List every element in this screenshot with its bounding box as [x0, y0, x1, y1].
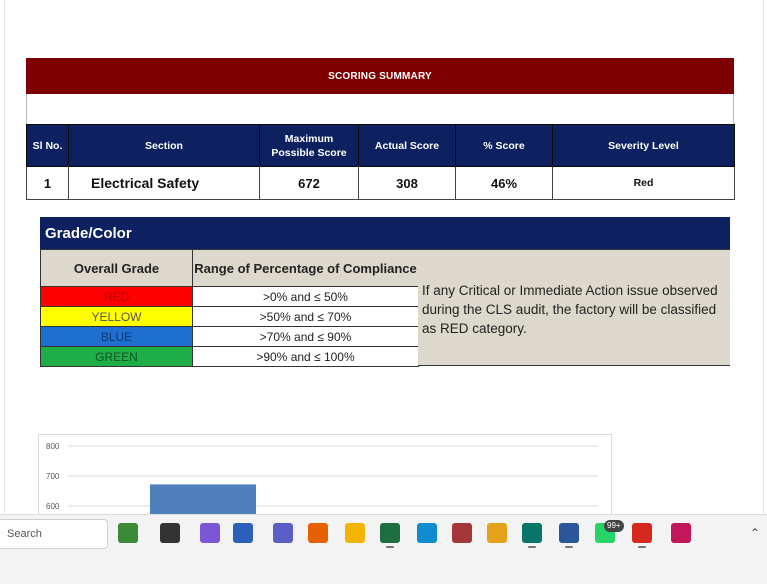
cell-severity: Red — [553, 167, 735, 200]
grade-row-red — [41, 287, 419, 307]
bar-max-score — [150, 484, 256, 514]
cell-actual-score: 308 — [359, 167, 456, 200]
excel-icon[interactable] — [380, 523, 400, 543]
col-actual-score: Actual Score — [359, 125, 456, 167]
col-max-score: Maximum Possible Score — [260, 125, 359, 167]
file-explorer-icon[interactable] — [345, 523, 365, 543]
grade-red: RED — [41, 287, 193, 307]
task-view-icon[interactable] — [160, 523, 180, 543]
grade-blue: BLUE — [41, 327, 193, 347]
teams-icon[interactable] — [273, 523, 293, 543]
cell-pct-score: 46% — [456, 167, 553, 200]
range-yellow: >50% and ≤ 70% — [193, 307, 419, 327]
chevron-up-icon[interactable]: ⌃ — [750, 526, 761, 540]
grade-row-blue — [41, 327, 419, 347]
col-severity: Severity Level — [553, 125, 735, 167]
access-icon[interactable] — [452, 523, 472, 543]
publisher-icon[interactable] — [522, 523, 542, 543]
summary-spacer-row — [26, 94, 734, 124]
y-tick-label: 800 — [46, 442, 60, 451]
grade-note: If any Critical or Immediate Action issue observed during the CLS audit, the factory will be classified as RED category. — [418, 249, 730, 366]
grade-green: GREEN — [41, 347, 193, 367]
col-range: Range of Percentage of Compliance — [193, 250, 419, 287]
taskbar-search[interactable] — [0, 519, 108, 549]
table-row — [27, 167, 735, 200]
acrobat-icon[interactable] — [632, 523, 652, 543]
running-indicator — [638, 546, 646, 548]
firefox-icon[interactable] — [308, 523, 328, 543]
summary-header-row — [27, 125, 735, 167]
grade-color-table — [40, 249, 419, 367]
y-tick-label: 600 — [46, 502, 60, 511]
chrome-icon[interactable] — [487, 523, 507, 543]
running-indicator — [565, 546, 573, 548]
cell-max-score: 672 — [260, 167, 359, 200]
running-indicator — [528, 546, 536, 548]
range-green: >90% and ≤ 100% — [193, 347, 419, 367]
grade-row-yellow — [41, 307, 419, 327]
edge-icon[interactable] — [417, 523, 437, 543]
y-tick-label: 700 — [46, 472, 60, 481]
col-pct-score: % Score — [456, 125, 553, 167]
widgets-icon[interactable] — [118, 523, 138, 543]
word-icon[interactable] — [559, 523, 579, 543]
notification-badge: 99+ — [604, 520, 624, 532]
col-overall-grade: Overall Grade — [41, 250, 193, 287]
col-sl-no: Sl No. — [27, 125, 69, 167]
snipping-tool-icon[interactable] — [671, 523, 691, 543]
cell-sl-no: 1 — [27, 167, 69, 200]
store-icon[interactable] — [233, 523, 253, 543]
copilot-icon[interactable] — [200, 523, 220, 543]
grade-color-title: Grade/Color — [40, 217, 730, 249]
grade-header-row — [41, 250, 419, 287]
search-label: Search — [7, 528, 42, 540]
taskbar — [0, 514, 767, 584]
score-bar-chart — [38, 434, 612, 514]
col-section: Section — [69, 125, 260, 167]
running-indicator — [386, 546, 394, 548]
grade-row-green — [41, 347, 419, 367]
range-blue: >70% and ≤ 90% — [193, 327, 419, 347]
scoring-summary-title: SCORING SUMMARY — [26, 58, 734, 94]
range-red: >0% and ≤ 50% — [193, 287, 419, 307]
grade-yellow: YELLOW — [41, 307, 193, 327]
cell-section: Electrical Safety — [69, 167, 260, 200]
scoring-summary-table — [26, 124, 735, 200]
